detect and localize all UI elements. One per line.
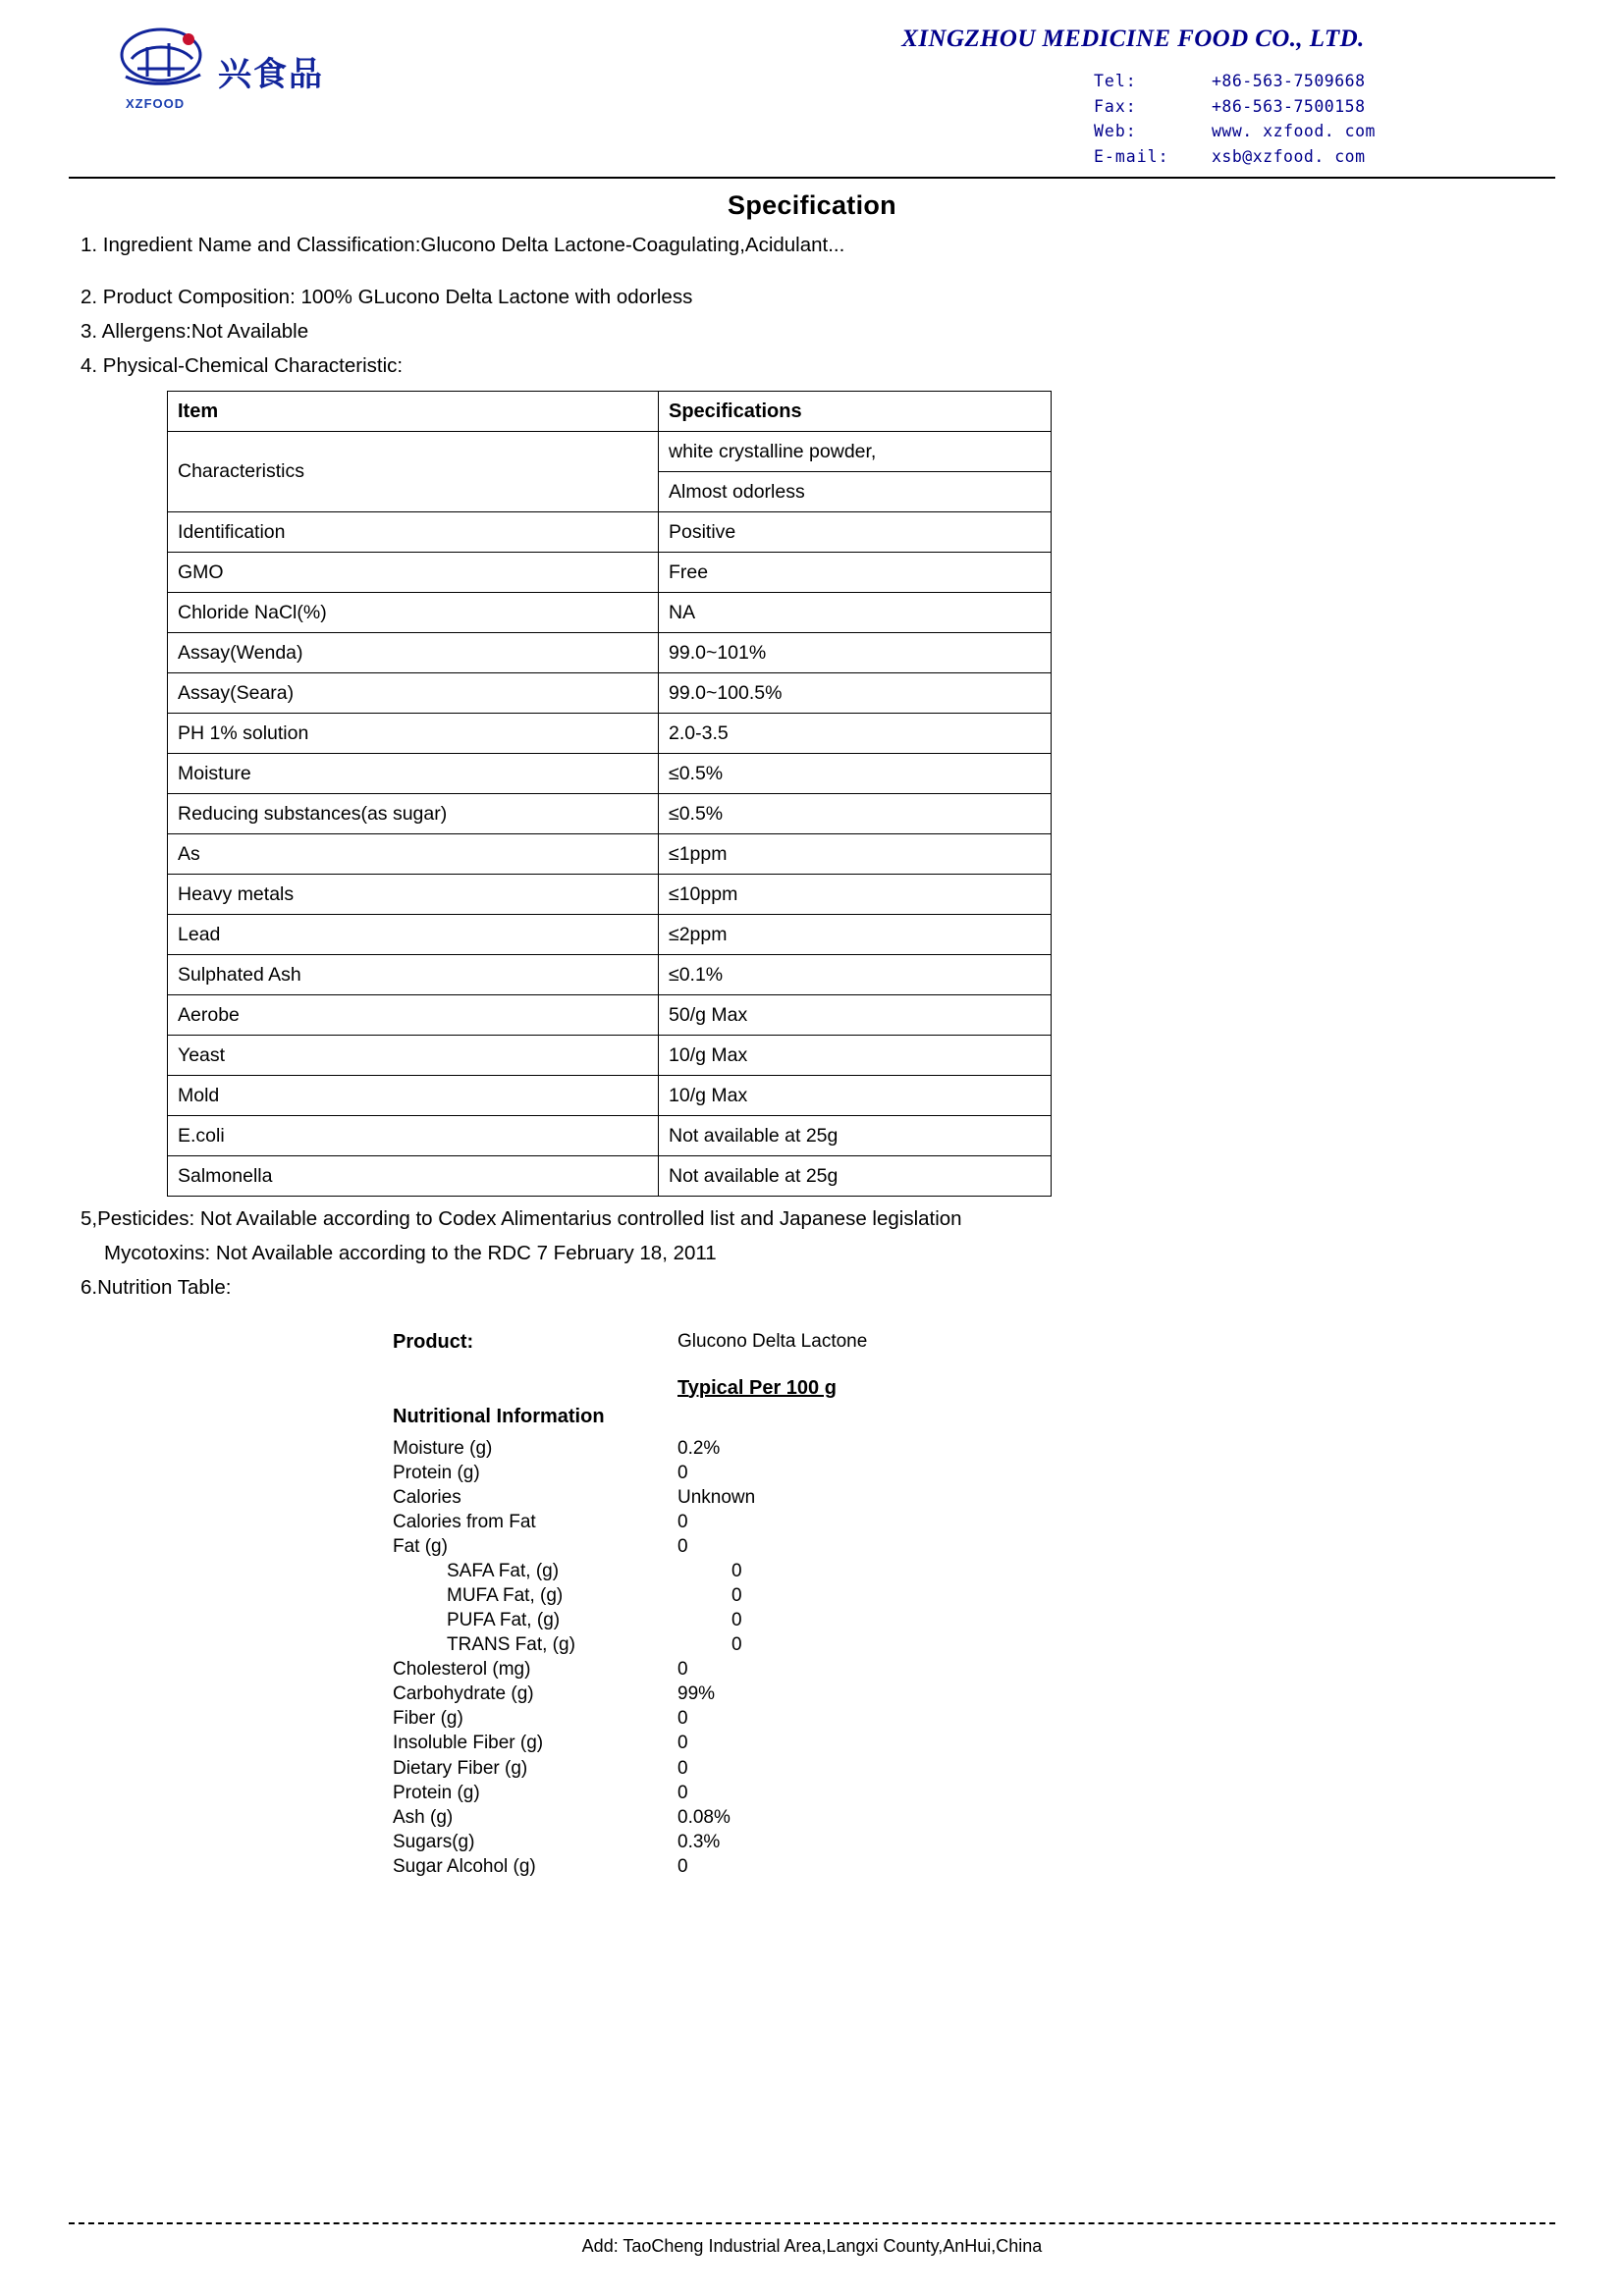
table-row [168, 875, 1052, 915]
nutrient-name: Ash (g) [393, 1806, 454, 1828]
table-row [168, 714, 1052, 754]
nutrient-value: 0 [677, 1757, 688, 1779]
list-item [393, 1510, 1555, 1534]
cell-spec: ≤2ppm [659, 915, 1052, 955]
list-item [393, 1756, 1555, 1781]
contact-list [711, 69, 1555, 169]
table-row [168, 834, 1052, 875]
product-label: Product: [393, 1330, 474, 1353]
nutrient-name: Calories [393, 1486, 461, 1508]
contact-value-web[interactable]: www. xzfood. com [1212, 122, 1376, 141]
company-info [711, 26, 1555, 169]
logo-wordmark: XZFOOD [126, 96, 186, 111]
table-row [168, 633, 1052, 673]
table-row [168, 673, 1052, 714]
list-item [393, 1534, 1555, 1559]
cell-item: E.coli [168, 1116, 659, 1156]
physical-chemical-heading: 4. Physical-Chemical Characteristic: [81, 353, 404, 377]
typical-per-100g-header: Typical Per 100 g [677, 1376, 837, 1399]
list-item [393, 1608, 1555, 1632]
cell-spec: Positive [659, 512, 1052, 553]
company-name: XINGZHOU MEDICINE FOOD CO., LTD. [901, 26, 1365, 52]
cell-spec: Free [659, 553, 1052, 593]
contact-label-fax: Fax: [1094, 96, 1137, 116]
nutrient-value: 0 [731, 1560, 742, 1581]
list-item [393, 1461, 1555, 1485]
contact-value-email[interactable]: xsb@xzfood. com [1212, 146, 1366, 166]
cell-spec: ≤1ppm [659, 834, 1052, 875]
table-row [168, 1076, 1052, 1116]
nutrient-name: MUFA Fat, (g) [447, 1584, 564, 1606]
document-footer [69, 2222, 1555, 2257]
cell-spec: 99.0~100.5% [659, 673, 1052, 714]
table-row [168, 1156, 1052, 1197]
physical-chemical-table [167, 391, 1052, 1197]
cell-spec: ≤10ppm [659, 875, 1052, 915]
mycotoxins-line: Mycotoxins: Not Available according to the RDC 7 February 18, 2011 [104, 1242, 717, 1264]
cell-item: Mold [168, 1076, 659, 1116]
nutrient-value: 0 [677, 1733, 688, 1754]
nutritional-information-title: Nutritional Information [393, 1405, 605, 1427]
cell-spec: Not available at 25g [659, 1156, 1052, 1197]
cell-spec: white crystalline powder, [659, 432, 1052, 472]
cell-item: GMO [168, 553, 659, 593]
nutrient-name: Fiber (g) [393, 1708, 463, 1730]
cell-item: As [168, 834, 659, 875]
nutrient-name: Insoluble Fiber (g) [393, 1733, 544, 1754]
contact-label-tel: Tel: [1094, 72, 1137, 90]
cell-item: Assay(Seara) [168, 673, 659, 714]
nutrient-name: Moisture (g) [393, 1437, 493, 1459]
table-row [168, 754, 1052, 794]
footer-divider [69, 2222, 1555, 2224]
nutrient-name: Dietary Fiber (g) [393, 1757, 528, 1779]
contact-value-tel: +86-563-7509668 [1212, 72, 1366, 90]
cell-item: Identification [168, 512, 659, 553]
table-row [168, 432, 1052, 472]
company-logo [69, 26, 530, 110]
table-row [168, 915, 1052, 955]
cell-item: Heavy metals [168, 875, 659, 915]
list-item [393, 1830, 1555, 1854]
cell-item: Lead [168, 915, 659, 955]
cell-spec: 50/g Max [659, 995, 1052, 1036]
logo-mark-icon [118, 26, 208, 110]
table-row [168, 553, 1052, 593]
list-item [393, 1781, 1555, 1805]
list-item [393, 1706, 1555, 1731]
allergens-line: 3. Allergens:Not Available [81, 319, 309, 343]
nutrient-value: 0 [731, 1634, 742, 1656]
cell-spec: 10/g Max [659, 1036, 1052, 1076]
cell-item: Reducing substances(as sugar) [168, 794, 659, 834]
cell-item: Assay(Wenda) [168, 633, 659, 673]
nutrient-name: Sugars(g) [393, 1831, 475, 1852]
list-item [393, 1682, 1555, 1706]
nutrient-value: 0 [677, 1855, 688, 1877]
cell-item: Chloride NaCl(%) [168, 593, 659, 633]
cell-spec: 99.0~101% [659, 633, 1052, 673]
header-divider [69, 177, 1555, 179]
list-item [393, 1805, 1555, 1830]
cell-spec: Not available at 25g [659, 1116, 1052, 1156]
nutrient-value: Unknown [677, 1486, 756, 1508]
column-header-item: Item [168, 392, 659, 432]
nutrient-name: PUFA Fat, (g) [447, 1610, 561, 1631]
nutrient-name: SAFA Fat, (g) [447, 1560, 560, 1581]
list-item [393, 1559, 1555, 1583]
pesticides-line: 5,Pesticides: Not Available according to Codex Alimentarius controlled list and Japanese legislation [81, 1207, 962, 1231]
nutrition-table [69, 1331, 1555, 1879]
nutrient-value: 0 [677, 1708, 688, 1730]
cell-spec: ≤0.1% [659, 955, 1052, 995]
product-row [393, 1331, 1555, 1354]
nutrient-value: 0 [677, 1659, 688, 1681]
nutrient-value: 0.08% [677, 1806, 731, 1828]
nutrient-value: 0 [731, 1610, 742, 1631]
nutrient-name: Carbohydrate (g) [393, 1683, 534, 1705]
list-item [393, 1632, 1555, 1657]
contact-value-fax: +86-563-7500158 [1212, 96, 1366, 116]
list-item [393, 1485, 1555, 1510]
cell-item: Characteristics [168, 432, 659, 512]
contact-row-web [1094, 119, 1555, 144]
cell-spec: ≤0.5% [659, 794, 1052, 834]
table-header-row [168, 392, 1052, 432]
cell-spec: NA [659, 593, 1052, 633]
nutrient-name: TRANS Fat, (g) [447, 1634, 575, 1656]
nutrient-name: Protein (g) [393, 1462, 480, 1483]
nutrient-value: 0 [731, 1584, 742, 1606]
document-header [69, 0, 1555, 169]
nutrient-value: 0 [677, 1511, 688, 1532]
contact-label-email: E-mail: [1094, 146, 1169, 166]
column-header-specifications: Specifications [659, 392, 1052, 432]
ingredient-name-line: 1. Ingredient Name and Classification:Glucono Delta Lactone-Coagulating,Acidulant... [81, 234, 845, 257]
nutrient-value: 0 [677, 1462, 688, 1483]
nutrient-value: 0 [677, 1535, 688, 1557]
table-row [168, 794, 1052, 834]
logo-chinese-name: 兴食品 [218, 55, 324, 94]
table-row [168, 1036, 1052, 1076]
list-item [393, 1854, 1555, 1879]
cell-item: PH 1% solution [168, 714, 659, 754]
list-item [393, 1731, 1555, 1755]
nutrient-name: Sugar Alcohol (g) [393, 1855, 536, 1877]
product-composition-line: 2. Product Composition: 100% GLucono Delta Lactone with odorless [81, 286, 693, 308]
nutrient-value: 0 [677, 1782, 688, 1803]
cell-item: Moisture [168, 754, 659, 794]
nutrient-name: Calories from Fat [393, 1511, 536, 1532]
contact-row-tel [1094, 69, 1555, 94]
page-title: Specification [728, 190, 896, 221]
list-item [393, 1657, 1555, 1682]
cell-spec: ≤0.5% [659, 754, 1052, 794]
cell-spec: Almost odorless [659, 472, 1052, 512]
nutrition-table-heading: 6.Nutrition Table: [81, 1275, 232, 1299]
list-item [393, 1436, 1555, 1461]
table-row [168, 995, 1052, 1036]
contact-row-fax [1094, 94, 1555, 120]
table-row [168, 512, 1052, 553]
cell-item: Salmonella [168, 1156, 659, 1197]
table-row [168, 1116, 1052, 1156]
table-row [168, 593, 1052, 633]
nutrient-value: 0.3% [677, 1831, 721, 1852]
cell-item: Aerobe [168, 995, 659, 1036]
contact-label-web: Web: [1094, 122, 1137, 141]
nutrient-value: 99% [677, 1683, 716, 1705]
cell-spec: 10/g Max [659, 1076, 1052, 1116]
nutrient-name: Protein (g) [393, 1782, 480, 1803]
cell-spec: 2.0-3.5 [659, 714, 1052, 754]
cell-item: Yeast [168, 1036, 659, 1076]
nutrient-name: Fat (g) [393, 1535, 448, 1557]
product-value: Glucono Delta Lactone [677, 1330, 868, 1352]
list-item [393, 1583, 1555, 1608]
nutrient-value: 0.2% [677, 1437, 721, 1459]
spec-table-container [69, 391, 1555, 1197]
nutrient-name: Cholesterol (mg) [393, 1659, 531, 1681]
cell-item: Sulphated Ash [168, 955, 659, 995]
table-row [168, 955, 1052, 995]
footer-address: Add: TaoCheng Industrial Area,Langxi County,AnHui,China [581, 2236, 1043, 2256]
contact-row-email [1094, 144, 1555, 170]
